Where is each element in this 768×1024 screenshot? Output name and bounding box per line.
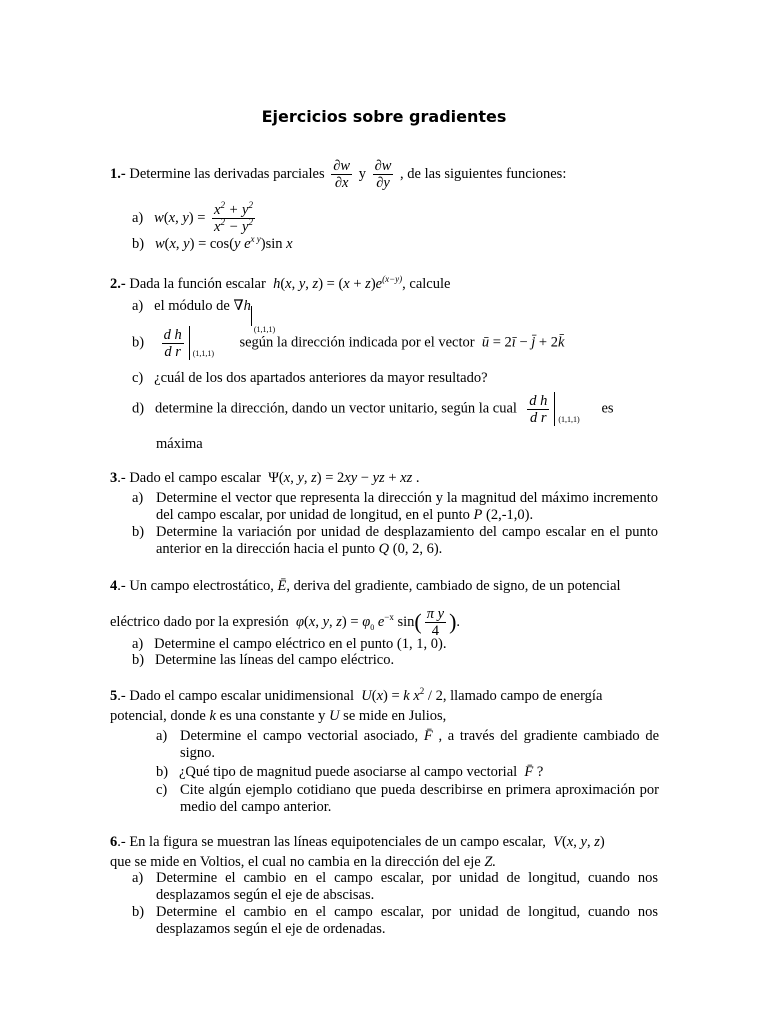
exercise-1-number: 1.- <box>110 165 126 182</box>
dh-dr-fraction-2: $\frac{\text{d h}}{\text{d r}}$ <box>529 392 548 426</box>
exercise-6-line1: 6.- En la figura se muestran las líneas equipotenciales de un campo escalar, V(x, y, z) <box>110 834 605 850</box>
exercise-5-number: 5 <box>110 688 118 704</box>
exercise-2a: a) el módulo de $\nabla h_{(1,1,1)}$ <box>132 298 276 334</box>
exercise-5b: b) ¿Qué tipo de magnitud puede asociarse al campo vectorial F̄ ? <box>156 764 544 780</box>
exercise-1b: b) w(x, y) = cos(y $e^{x y})\sin$ x <box>132 234 293 252</box>
exercise-6b: b) Determine el cambio en el campo escalar, por unidad de longitud, cuando nos desplazamos según el eje de ordenadas. <box>132 904 658 937</box>
exercise-2c: c) ¿cuál de los dos apartados anteriores da mayor resultado? <box>132 370 488 386</box>
exercise-2b: b) $\frac{\text{d h}}{\text{d r}}$ (1,1,1) según la dirección indicada por el vector ū = 2ī − j̄ + 2k̄ <box>132 326 565 360</box>
exercise-4a: a) Determine el campo eléctrico en el punto (1, 1, 0). <box>132 636 447 652</box>
exercise-6-line2: que se mide en Voltios, el cual no cambia en la dirección del eje Z. <box>110 854 497 870</box>
exercise-5-line1: 5.- Dado el campo escalar unidimensional U(x) = k $x^2 / 2$, llamado campo de energía <box>110 686 603 704</box>
exercise-3-number: 3 <box>110 470 118 486</box>
exercise-3-statement: 3.- Dado el campo escalar Ψ(x, y, z) = 2xy − yz + xz . <box>110 470 420 486</box>
exercise-1a: a) w(x, y) = $\frac{x^2 + y^2}{x^2 - y^2}$ <box>132 200 253 235</box>
partial-w-x-fraction: $\frac{\partial w}{\partial x}$ <box>333 158 351 191</box>
exercise-4-line2: eléctrico dado por la expresión φ(x, y, $z) = \varphi_0$ $e^{-x}$ sin( $\frac{\text{π y}}{4}$ ). <box>110 606 461 639</box>
exercise-2d-cont: máxima <box>156 436 203 452</box>
exercise-2d: d) determine la dirección, dando un vector unitario, según la cual $\frac{\text{d h}}{\text{d r}}$ (1,1,1) es <box>132 392 614 426</box>
exercise-4-number: 4 <box>110 578 118 594</box>
pi-y-over-4-fraction: $\frac{\text{π y}}{4}$ <box>426 606 445 639</box>
exercise-4b: b) Determine las líneas del campo eléctrico. <box>132 652 395 668</box>
exercise-3a: a) Determine el vector que representa la dirección y la magnitud del máximo incremento del campo escalar, por unidad de longitud, en el punto P (2,-1,0). <box>132 490 658 523</box>
exercise-3b: b) Determine la variación por unidad de desplazamiento del campo escalar en el punto anterior en la dirección hacia el punto Q (0, 2, 6). <box>132 524 658 557</box>
formula-1a-fraction: $\frac{x^2 + y^2}{x^2 - y^2}$ <box>214 200 253 235</box>
exercise-2-statement: 2.- Dada la función escalar h(x, y, $z) = (x + z)e^{(x-y)}$, calcule <box>110 274 451 292</box>
exercise-5c: c) Cite algún ejemplo cotidiano que pueda describirse en primera aproximación por medio del campo anterior. <box>156 782 659 815</box>
exercise-4-line1: 4.- Un campo electrostático, Ē, deriva del gradiente, cambiado de signo, de un potencial <box>110 578 621 594</box>
exercise-1-statement: 1.- Determine las derivadas parciales $\frac{\partial w}{\partial x}$ y $\frac{\partial w}{\partial y}$ , de las siguientes funciones: <box>110 158 567 191</box>
dh-dr-fraction: $\frac{\text{d h}}{\text{d r}}$ <box>163 326 182 360</box>
exercise-5a: a) Determine el campo vectorial asociado, F̄ , a través del gradiente cambiado de signo. <box>156 728 660 761</box>
page-title: Ejercicios sobre gradientes <box>261 107 507 126</box>
exercise-6a: a) Determine el cambio en el campo escalar, por unidad de longitud, cuando nos desplazamos según el eje de abscisas. <box>132 870 658 903</box>
exercise-6-number: 6 <box>110 834 118 850</box>
exercise-2-number: 2.- <box>110 276 126 292</box>
exercise-5-line2: potencial, donde k es una constante y U se mide en Julios, <box>110 708 447 724</box>
partial-w-y-fraction: $\frac{\partial w}{\partial y}$ <box>374 158 392 191</box>
